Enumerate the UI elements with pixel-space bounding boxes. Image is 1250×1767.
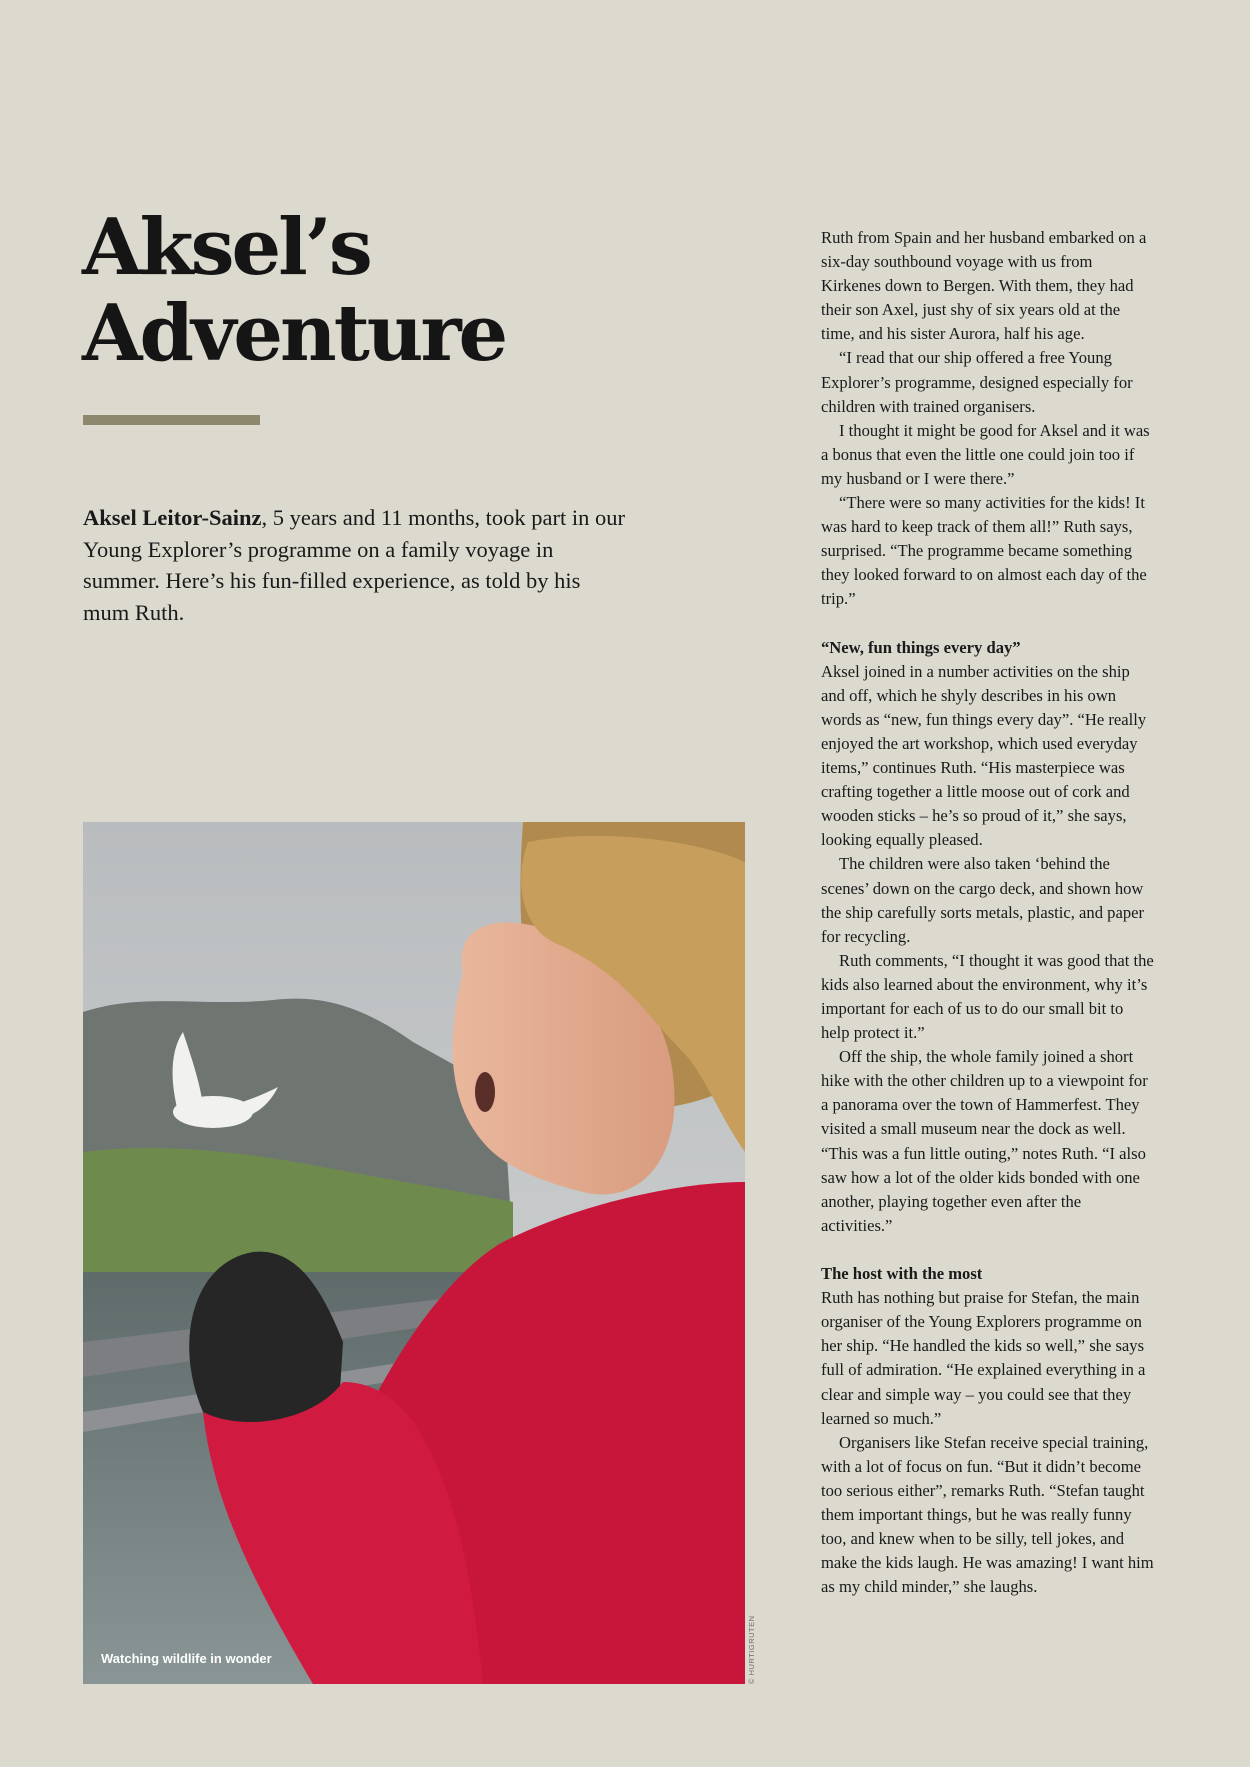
subheading-host: The host with the most (821, 1264, 983, 1284)
intro-name: Aksel Leitor-Sainz (83, 505, 262, 530)
body-paragraph-3: I thought it might be good for Aksel and it was a bonus that even the little one could join too if my husband or I were there.” (821, 420, 1150, 488)
body-paragraph-9: Ruth has nothing but praise for Stefan, the main organiser of the Young Explorers programme on her ship. “He handled the kids so well,” she says full of admiration. “He explained everything in a clear and simple way – you could see that they learned so much.” (821, 1288, 1146, 1428)
title-line-1: Aksel’s (82, 202, 370, 293)
article-body (821, 226, 1156, 1599)
photo-caption: Watching wildlife in wonder (101, 1651, 272, 1666)
photo-illustration (83, 822, 745, 1684)
body-paragraph-2: “I read that our ship offered a free Young Explorer’s programme, designed especially for children with trained organisers. (821, 348, 1133, 416)
body-paragraph-7: Ruth comments, “I thought it was good that the kids also learned about the environment, why it’s important for each of us to do our small bit to help protect it.” (821, 950, 1154, 1043)
title-divider (83, 415, 260, 425)
title-line-2: Adventure (82, 288, 506, 379)
intro-paragraph (83, 502, 628, 628)
intro-text: , 5 years and 11 months, took part in our Young Explorer’s programme on a family voyage in summer. Here’s his fun-filled experience, as told by his mum Ruth. (83, 505, 626, 625)
body-paragraph-5: Aksel joined in a number activities on the ship and off, which he shyly describes in his own words as “new, fun things every day”. “He really enjoyed the art workshop, which used everyday items,” continues Ruth. “His masterpiece was crafting together a little moose out of cork and wooden sticks – he’s so proud of it,” she says, looking equally pleased. (821, 661, 1147, 850)
body-paragraph-10: Organisers like Stefan receive special training, with a lot of focus on fun. “But it didn’t become too serious either”, remarks Ruth. “Stefan taught them important things, but he was really funny too, and knew when to be silly, tell jokes, and make the kids laugh. He was amazing! I want him as my child minder,” she laughs. (821, 1432, 1154, 1597)
open-mouth (475, 1072, 495, 1112)
photo-boy-watching-wildlife (83, 822, 745, 1684)
photo-credit: © HURTIGRUTEN (747, 1615, 756, 1684)
body-paragraph-1: Ruth from Spain and her husband embarked on a six-day southbound voyage with us from Kirkenes down to Bergen. With them, they had their son Axel, just shy of six years old at the time, and his sister Aurora, half his age. (821, 228, 1147, 344)
body-paragraph-6: The children were also taken ‘behind the scenes’ down on the cargo deck, and shown how the ship carefully sorts metals, plastic, and paper for recycling. (821, 854, 1145, 946)
body-paragraph-8: Off the ship, the whole family joined a short hike with the other children up to a viewpoint for a panorama over the town of Hammerfest. They visited a small museum near the dock as well. “This was a fun little outing,” notes Ruth. “I also saw how a lot of the older kids bonded with one another, playing together even after the activities.” (821, 1047, 1148, 1235)
article-title (82, 202, 506, 379)
body-paragraph-4: “There were so many activities for the kids! It was hard to keep track of them all!” Ruth says, surprised. “The programme became something they looked forward to on almost each day of the trip.” (821, 493, 1147, 609)
subheading-fun-things: “New, fun things every day” (821, 637, 1021, 657)
